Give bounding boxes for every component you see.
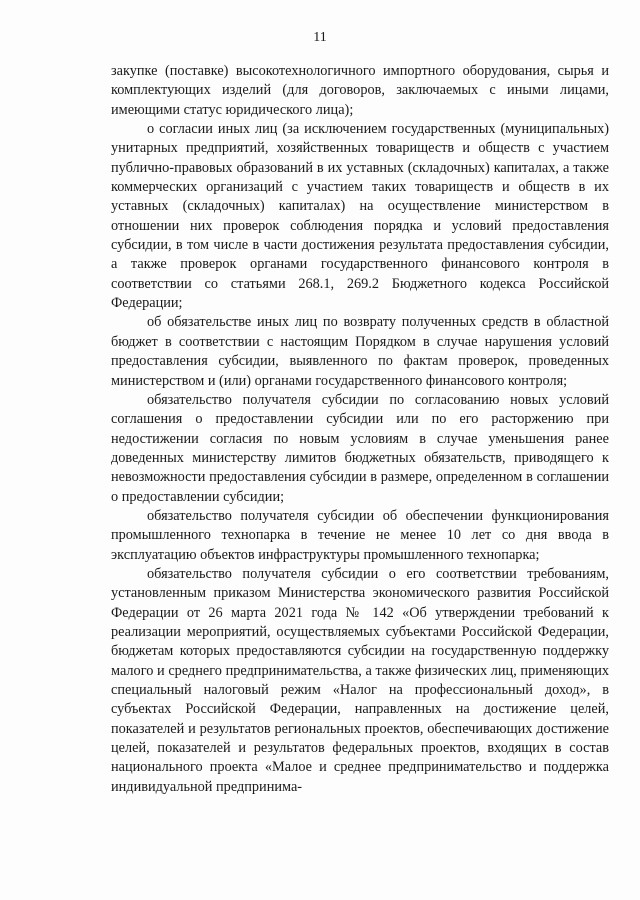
paragraph-agreement-amendment-obligation: обязательство получателя субсидии по согласованию новых условий соглашения о предоставлении субсидии или по его расторжению при недостижении согласия по новым условиям в случае уменьшения ранее доведенных министерству лимитов бюджетных обязательств, приводящего к невозможности предоставления субсидии в размере, определенном в соглашении о предоставлении субсидии; [111,391,609,505]
paragraph-refund-obligation: об обязательстве иных лиц по возврату полученных средств в областной бюджет в соответствии с настоящим Порядком в случае нарушения условий предоставления субсидии, выявленного по фактам проверок, проведенных министерством и (или) органами государственного финансового контроля; [111,314,609,389]
paragraph-consent-of-other-persons: о согласии иных лиц (за исключением государственных (муниципальных) унитарных предприятий, хозяйственных товариществ и обществ с участием публично-правовых образований в их уставных (складочных) капиталах, а также коммерческих организаций с участием таких товариществ и обществ в их уставных (складочных) капиталах) на осуществление министерством в отношении них проверок соблюдения порядка и условий предоставления субсидии, в том числе в части достижения результата предоставления субсидии, а также проверок органами государственного финансового контроля в соответствии со статьями 268.1, 269.2 Бюджетного кодекса Российской Федерации; [111,121,609,312]
document-body [111,62,609,797]
page-number: 11 [313,30,327,45]
paragraph-compliance-obligation: обязательство получателя субсидии о его соответствии требованиям, установленным приказом Министерства экономического развития Российской Федерации от 26 марта 2021 года № 142 «Об утверждении требований к реализации мероприятий, осуществляемых субъектами Российской Федерации, бюджетам которых предоставляются субсидии на государственную поддержку малого и среднего предпринимательства, а также физических лиц, применяющих специальный налоговый режим «Налог на профессиональный доход», в субъектах Российской Федерации, направленных на достижение целей, показателей и результатов региональных проектов, обеспечивающих достижение целей, показателей и результатов федеральных проектов, входящих в состав национального проекта «Малое и среднее предпринимательство и поддержка индивидуальной предпринима- [111,565,609,795]
paragraph-technopark-operation-obligation: обязательство получателя субсидии об обеспечении функционирования промышленного технопарка в течение не менее 10 лет со дня ввода в эксплуатацию объектов инфраструктуры промышленного технопарка; [111,507,609,563]
paragraph-continuation: закупке (поставке) высокотехнологичного импортного оборудования, сырья и комплектующих изделий (для договоров, заключаемых с иными лицами, имеющими статус юридического лица); [111,63,609,118]
